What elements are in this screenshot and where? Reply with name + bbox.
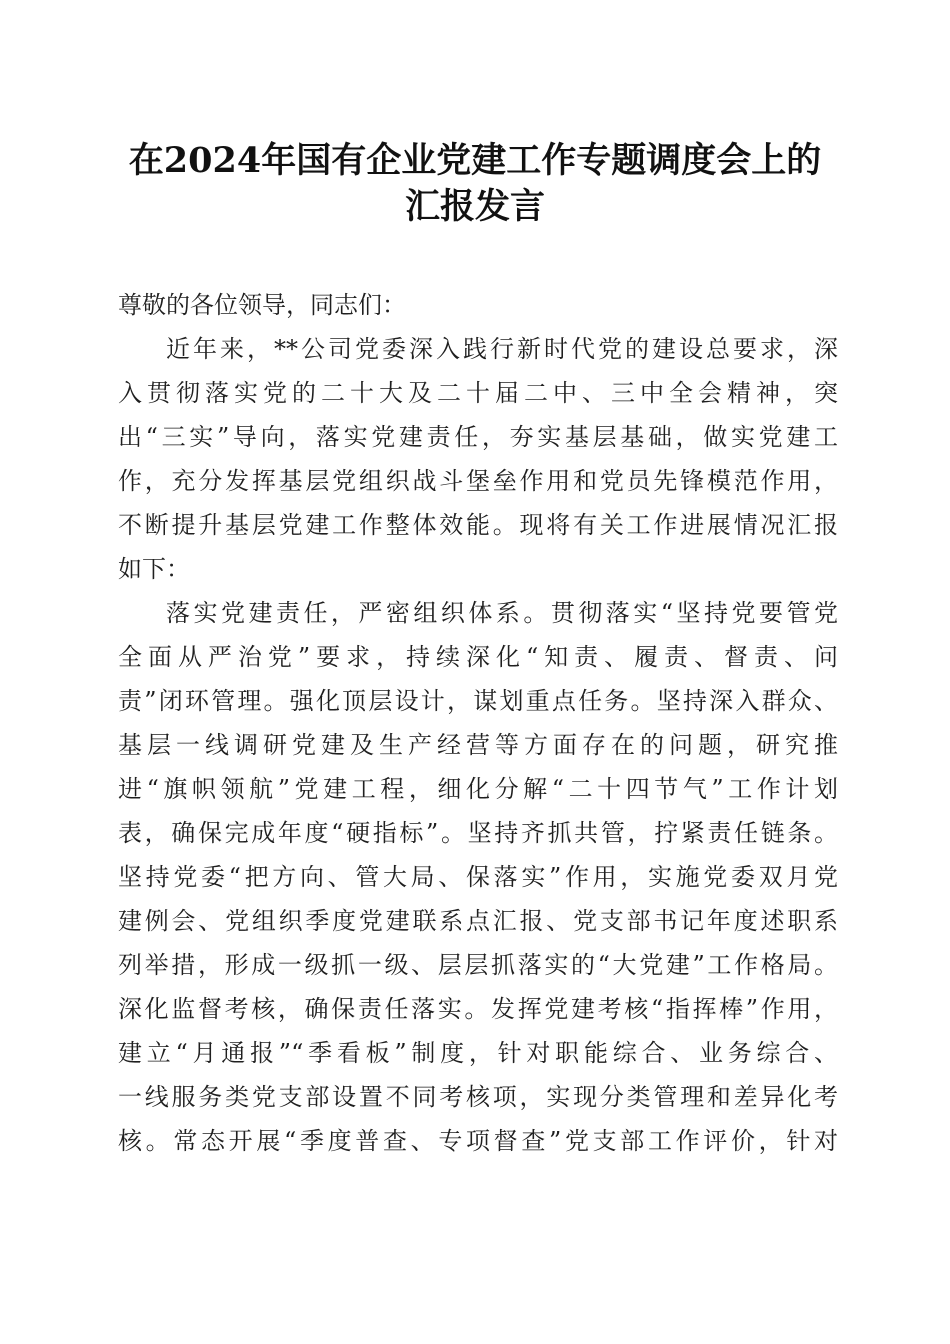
document-title-line-2: 汇报发言 [404,186,545,227]
paragraph-1-line: 入贯彻落实党的二十大及二十届二中、三中全会精神，突 [118,379,838,407]
paragraph-2-line: 列举措，形成一级抓一级、层层抓落实的“大党建”工作格局。 [118,951,838,979]
document-title-line-1: 在2024年国有企业党建工作专题调度会上的 [128,140,822,181]
paragraph-2-line: 建例会、党组织季度党建联系点汇报、党支部书记年度述职系 [118,907,838,935]
paragraph-2-line: 建立“月通报”“季看板”制度，针对职能综合、业务综合、 [118,1039,838,1067]
paragraph-2-line: 全面从严治党”要求，持续深化“知责、履责、督责、问 [118,643,838,671]
paragraph-1-line: 出“三实”导向，落实党建责任，夯实基层基础，做实党建工 [118,423,838,451]
paragraph-1-line: 不断提升基层党建工作整体效能。现将有关工作进展情况汇报 [118,511,838,539]
paragraph-1-line: 如下： [118,555,190,583]
paragraph-2-line: 坚持党委“把方向、管大局、保落实”作用，实施党委双月党 [118,863,838,891]
paragraph-1-line: 作，充分发挥基层党组织战斗堡垒作用和党员先锋模范作用， [118,467,838,495]
paragraph-1-line: 近年来，**公司党委深入践行新时代党的建设总要求，深 [166,335,838,363]
paragraph-2-line: 进“旗帜领航”党建工程，细化分解“二十四节气”工作计划 [118,775,838,803]
paragraph-2-line: 责”闭环管理。强化顶层设计，谋划重点任务。坚持深入群众、 [118,687,838,715]
paragraph-2-line: 核。常态开展“季度普查、专项督查”党支部工作评价，针对 [118,1127,838,1155]
paragraph-2-line: 表，确保完成年度“硬指标”。坚持齐抓共管，拧紧责任链条。 [118,819,838,847]
paragraph-2-line: 深化监督考核，确保责任落实。发挥党建考核“指挥棒”作用， [118,995,838,1023]
salutation: 尊敬的各位领导，同志们： [118,291,406,319]
paragraph-2-line: 一线服务类党支部设置不同考核项，实现分类管理和差异化考 [118,1083,838,1111]
paragraph-2-line: 落实党建责任，严密组织体系。贯彻落实“坚持党要管党 [166,599,838,627]
paragraph-2-line: 基层一线调研党建及生产经营等方面存在的问题，研究推 [118,731,838,759]
